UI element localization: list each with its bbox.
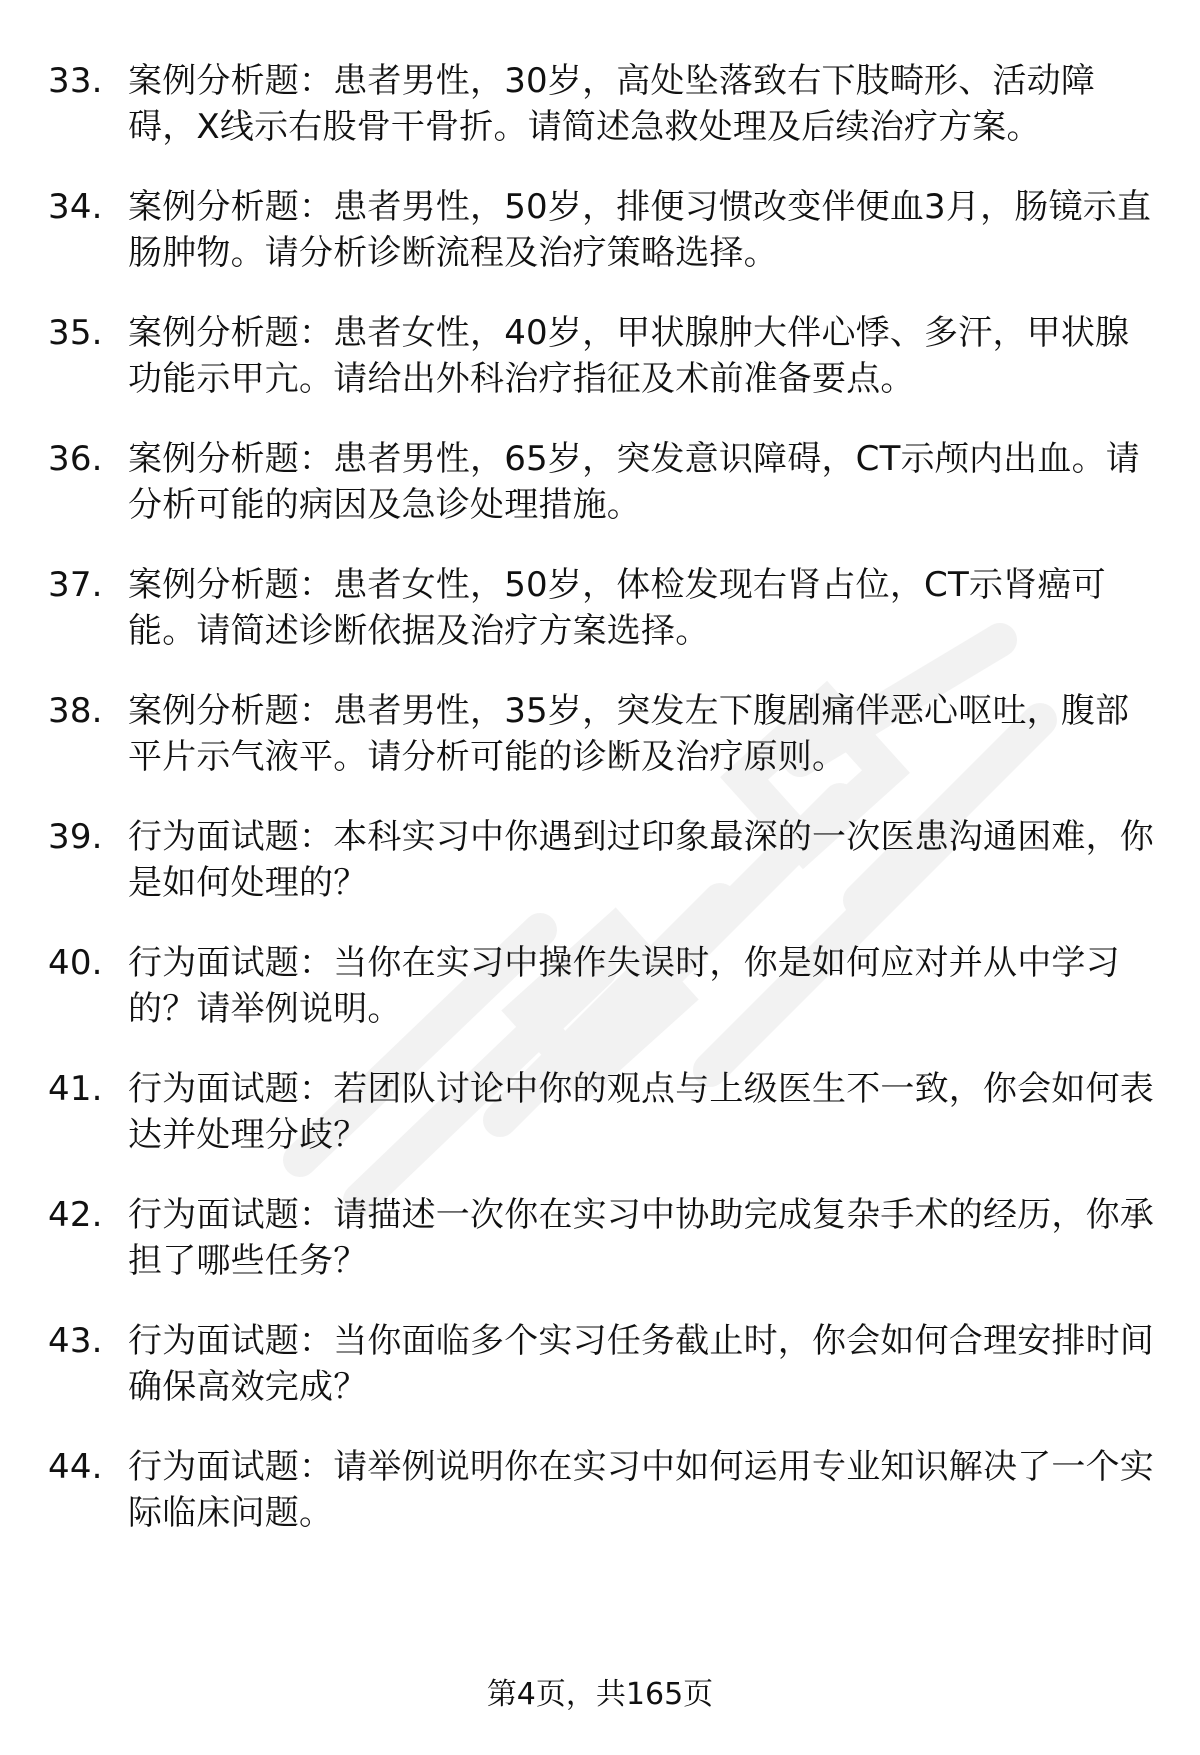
question-text: 行为面试题：本科实习中你遇到过印象最深的一次医患沟通困难，你是如何处理的？ (128, 817, 1154, 903)
question-item (48, 184, 1158, 310)
question-number: 33. (48, 61, 103, 101)
question-text: 案例分析题：患者女性，40岁，甲状腺肿大伴心悸、多汗，甲状腺功能示甲亢。请给出外科治疗指征及术前准备要点。 (128, 313, 1130, 399)
question-number: 36. (48, 439, 103, 479)
question-text: 案例分析题：患者女性，50岁，体检发现右肾占位，CT示肾癌可能。请简述诊断依据及治疗方案选择。 (128, 565, 1106, 651)
question-number: 42. (48, 1195, 103, 1235)
question-number: 43. (48, 1321, 103, 1361)
question-item (48, 688, 1158, 814)
question-text: 行为面试题：若团队讨论中你的观点与上级医生不一致，你会如何表达并处理分歧？ (128, 1069, 1154, 1155)
question-item (48, 436, 1158, 562)
question-text: 行为面试题：当你在实习中操作失误时，你是如何应对并从中学习的？请举例说明。 (128, 943, 1120, 1029)
question-item (48, 1066, 1158, 1192)
question-number: 44. (48, 1447, 103, 1487)
question-item (48, 562, 1158, 688)
question-item (48, 58, 1158, 184)
question-list (48, 58, 1158, 1570)
page-footer: 第4页，共165页 (486, 1677, 714, 1712)
question-text: 行为面试题：当你面临多个实习任务截止时，你会如何合理安排时间确保高效完成？ (128, 1321, 1154, 1407)
question-item (48, 1192, 1158, 1318)
question-number: 38. (48, 691, 103, 731)
question-number: 37. (48, 565, 103, 605)
question-text: 案例分析题：患者男性，65岁，突发意识障碍，CT示颅内出血。请分析可能的病因及急诊处理措施。 (128, 439, 1140, 525)
question-text: 案例分析题：患者男性，30岁，高处坠落致右下肢畸形、活动障碍，X线示右股骨干骨折。请简述急救处理及后续治疗方案。 (128, 61, 1096, 147)
question-text: 案例分析题：患者男性，35岁，突发左下腹剧痛伴恶心呕吐，腹部平片示气液平。请分析可能的诊断及治疗原则。 (128, 691, 1130, 777)
question-text: 案例分析题：患者男性，50岁，排便习惯改变伴便血3月，肠镜示直肠肿物。请分析诊断流程及治疗策略选择。 (128, 187, 1152, 273)
question-item (48, 310, 1158, 436)
question-number: 35. (48, 313, 103, 353)
question-item (48, 814, 1158, 940)
question-number: 40. (48, 943, 103, 983)
question-item (48, 1444, 1158, 1570)
question-number: 39. (48, 817, 103, 857)
question-item (48, 940, 1158, 1066)
question-text: 行为面试题：请描述一次你在实习中协助完成复杂手术的经历，你承担了哪些任务？ (128, 1195, 1154, 1281)
question-number: 41. (48, 1069, 103, 1109)
question-item (48, 1318, 1158, 1444)
question-text: 行为面试题：请举例说明你在实习中如何运用专业知识解决了一个实际临床问题。 (128, 1447, 1154, 1533)
question-number: 34. (48, 187, 103, 227)
